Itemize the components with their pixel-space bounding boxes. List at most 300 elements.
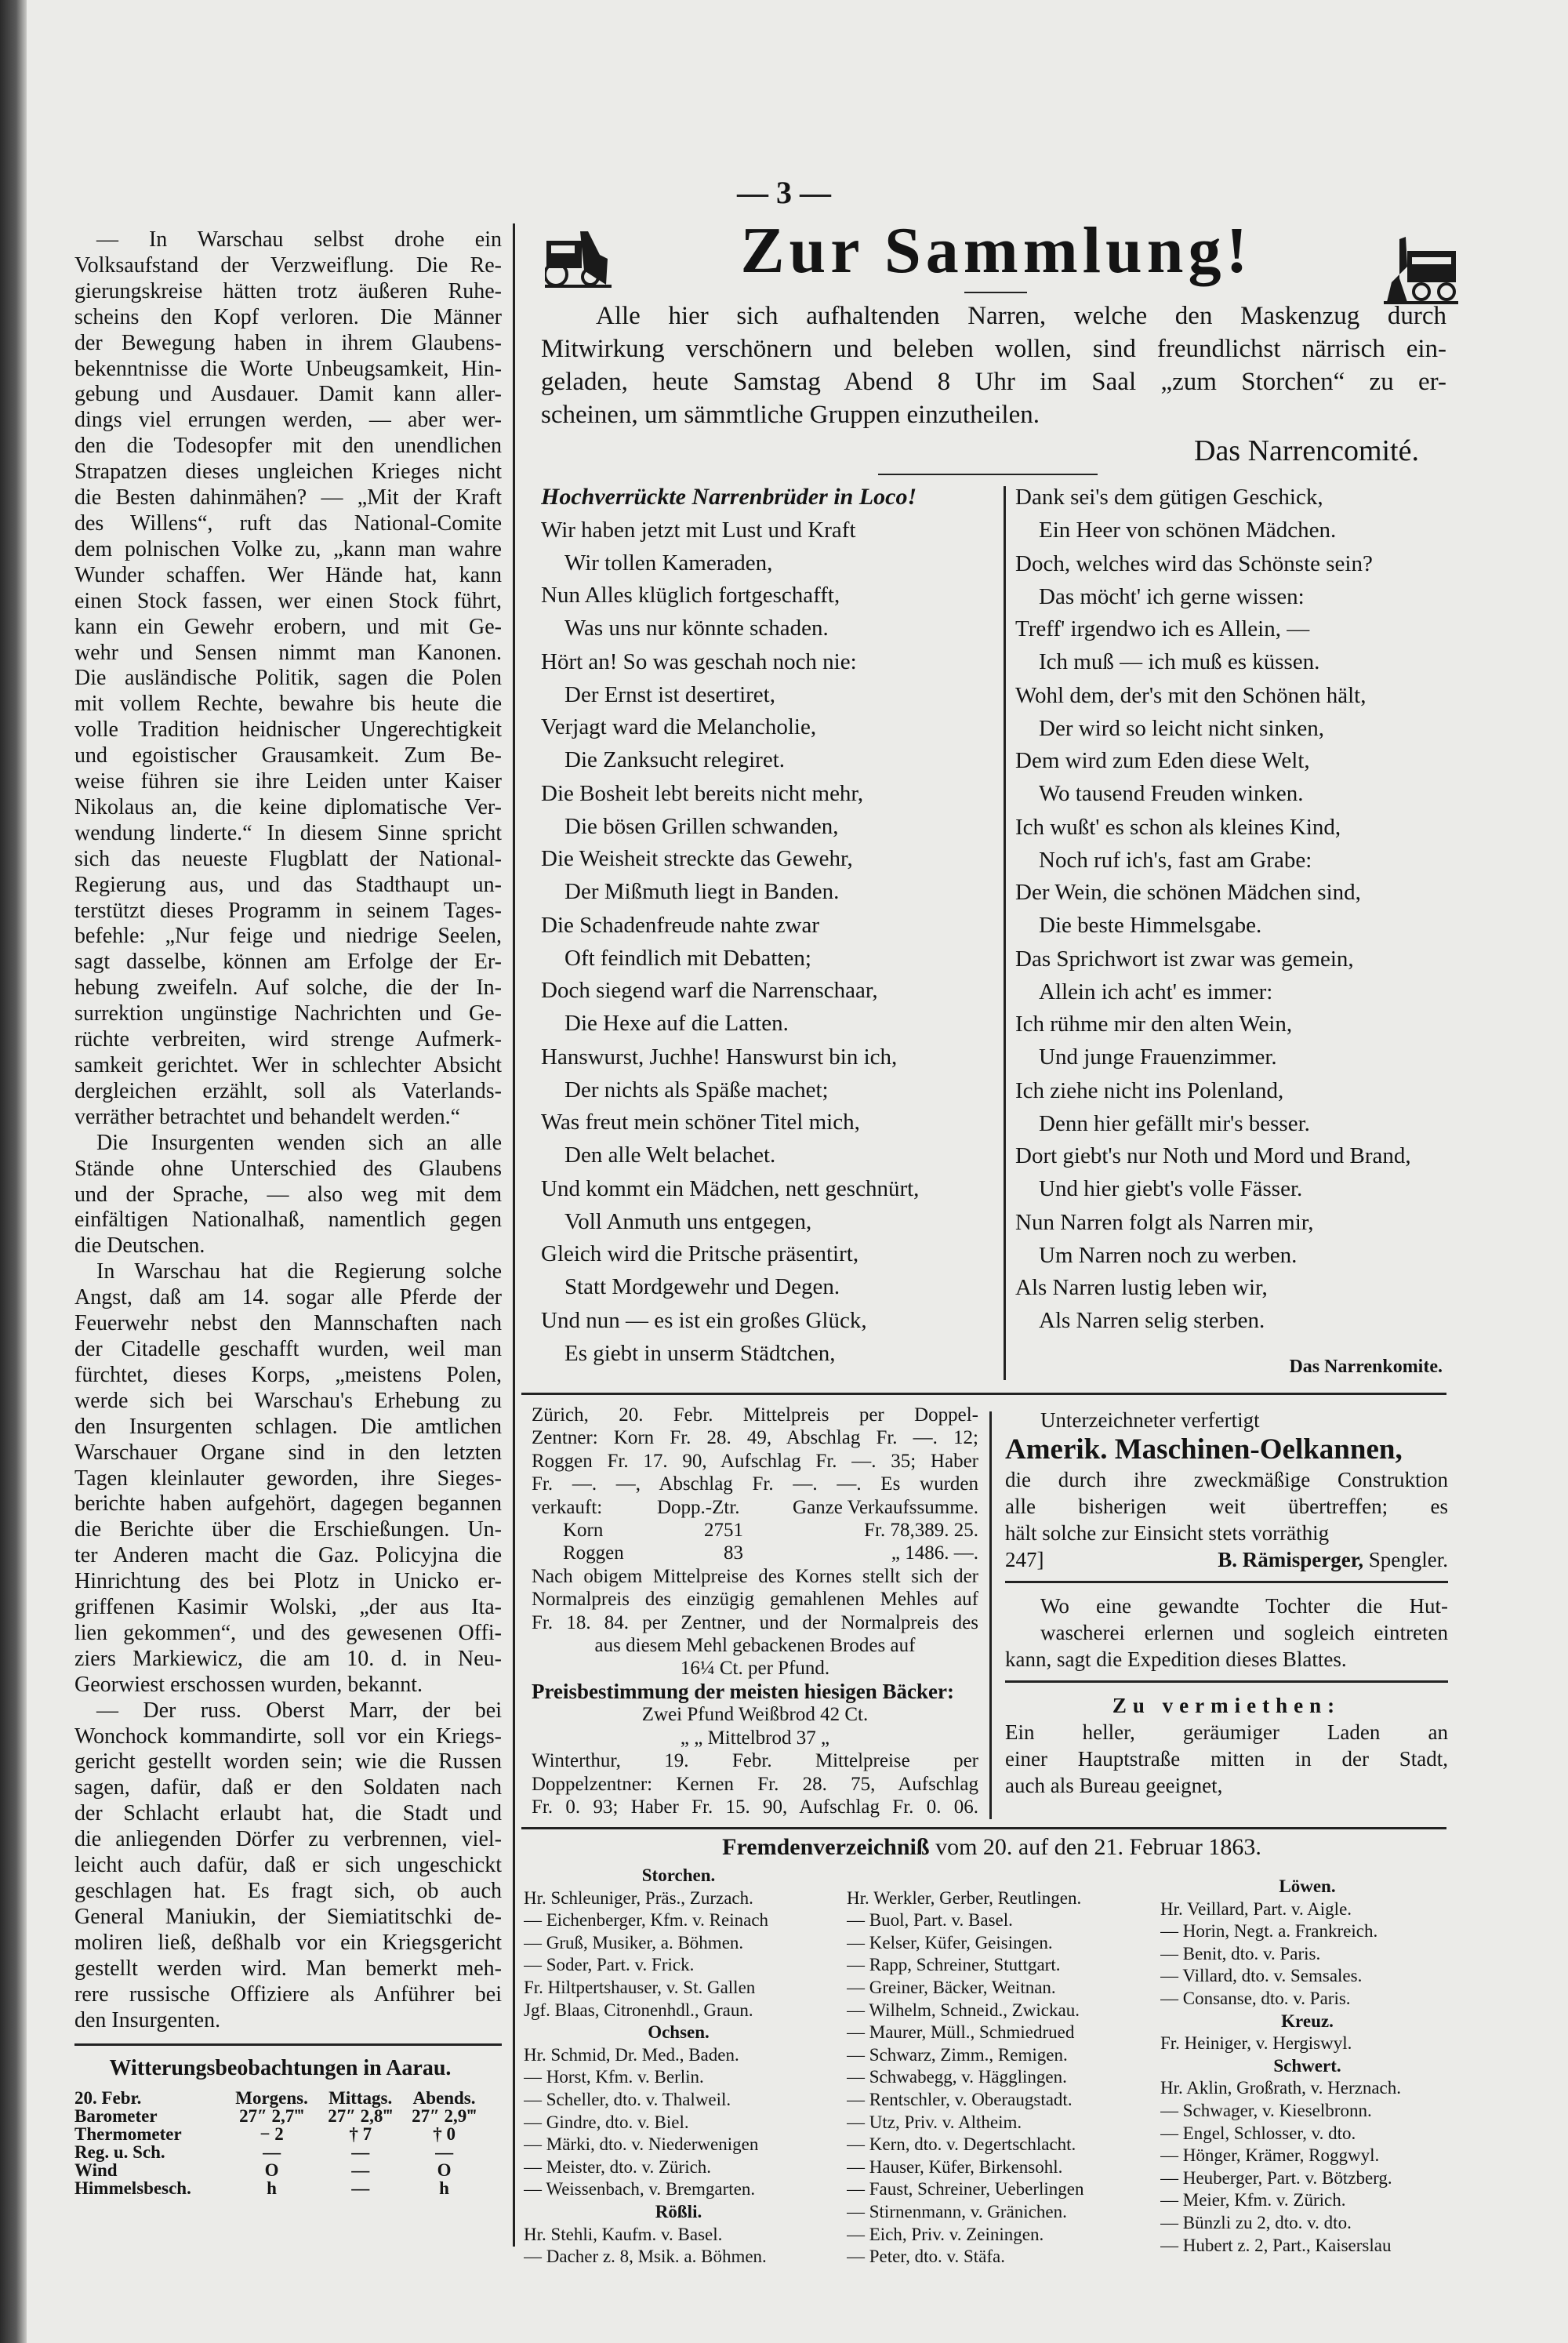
weather-value: 27″ 2,8‴ [328,2106,394,2126]
weather-header-row [74,2089,486,2107]
text-line: Mitwirkung verschönern und beleben wollen, sind freundlichst närrisch ein- [541,335,1446,363]
poem-line: Das Sprichwort ist zwar was gemein, [1015,946,1354,972]
poem-stanza [1015,812,1450,942]
text-line: berichte haben aufgehört, dagegen begannen [74,1491,502,1517]
winterthur-report [532,1749,978,1818]
poem-line: Die Weisheit streckte das Gewehr, [541,846,853,871]
text-line: hebung zweifeln. Auf solche, die der In- [74,975,502,1001]
guest-entry: Hr. Werkler, Gerber, Reutlingen. [847,1887,1082,1908]
text-line: scheinen, um sämmtliche Gruppen einzutheilen. [541,401,1040,429]
text-line: sagen, dafür, daß er den Soldaten nach [74,1775,502,1800]
ad-body-last: auch als Bureau geeignet, [1005,1774,1223,1797]
poem-stanza [1015,548,1450,678]
page-number: — 3 — [737,175,831,210]
guest-entry: Fr. Hiltpertshauser, v. St. Gallen [524,1977,756,1997]
weather-value: † 0 [433,2124,456,2144]
guest-entry: — Gruß, Musiker, a. Böhmen. [524,1932,744,1952]
text-line: Winterthur, 19. Febr. Mittelpreise per [532,1750,978,1772]
poem-line: Gleich wird die Pritsche präsentirt, [541,1241,859,1266]
text-line: gericht gestellt worden sein; wie die Russen [74,1749,502,1775]
divider [1005,1680,1448,1683]
poem-line: Wohl dem, der's mit den Schönen hält, [1015,683,1367,708]
guest-entry: — Consanse, dto. v. Paris. [1160,1988,1351,2008]
poem-line: Ich rühme mir den alten Wein, [1015,1012,1293,1037]
poem-line: Ein Heer von schönen Mädchen. [1039,517,1337,543]
sales-cell: 83 [724,1542,743,1564]
ad-signer: B. Rämisperger, [1218,1548,1363,1571]
guest-column [847,1865,1152,2269]
poem-stanza [1015,943,1450,1073]
text-line: Feuerwehr nebst den Mannschaften nach [74,1311,502,1336]
text-line: surrektion ungünstige Nachrichten und Ge- [74,1001,502,1026]
guest-entry: — Rentschler, v. Oberaugstadt. [847,2089,1073,2109]
poem-stanza [541,1041,988,1172]
poem-left-column [541,514,988,1371]
news-column-warschau [74,227,502,2033]
poem-line: Den alle Welt belachet. [564,1142,776,1168]
guest-entry: — Dacher z. 8, Msik. a. Böhmen. [524,2247,767,2267]
hotel-heading: Kreuz. [1281,2011,1334,2031]
text-line: Volksaufstand der Verzweiflung. Die Re- [74,252,502,278]
poem-line: Ich ziehe nicht ins Polenland, [1015,1078,1284,1103]
ad-intro: Unterzeichneter verfertigt [1040,1408,1260,1432]
poem-line: Der Wein, die schönen Mädchen sind, [1015,880,1361,905]
guest-entry: — Märki, dto. v. Niederwenigen [524,2134,759,2155]
announcement-signature: Das Narrencomité. [1194,434,1419,467]
text-line: leicht auch dafür, daß er sich ungeschickt [74,1853,502,1878]
text-line: Roggen Fr. 17. 90, Aufschlag Fr. —. 35; Haber [532,1450,978,1472]
guest-entry: — Hönger, Krämer, Roggwyl. [1160,2145,1380,2166]
guest-entry: — Heuberger, Part. v. Bötzberg. [1160,2167,1392,2188]
text-line: Die Insurgenten wenden sich an alle [96,1130,502,1155]
guest-entry: — Horin, Negt. a. Frankreich. [1160,1921,1378,1942]
poem-line: Dank sei's dem gütigen Geschick, [1015,485,1323,510]
guest-entry: — Faust, Schreiner, Ueberlingen [847,2179,1084,2200]
guest-entry: Fr. Heiniger, v. Hergiswyl. [1160,2033,1352,2054]
ad-body-last: hält solche zur Einsicht stets vorräthig [1005,1521,1330,1545]
poem-line: Noch ruf ich's, fast am Grabe: [1039,847,1312,873]
poem-line: Doch, welches wird das Schönste sein? [1015,551,1373,576]
text-line: Ein heller, geräumiger Laden an [1005,1720,1448,1744]
text-line: befehle: „Nur feige und niedrige Seelen, [74,924,502,949]
weather-value: — [435,2142,454,2162]
weather-col-evening: Abends. [412,2088,476,2108]
text-line: des Willens“, ruft das National-Comite [74,510,502,536]
announcement-title: Zur Sammlung! [740,214,1253,287]
guest-entry: — Rapp, Schreiner, Stuttgart. [847,1955,1061,1975]
text-line: lien gekommen“, und des gewesenen Offi- [74,1620,502,1645]
weather-label: Himmelsbesch. [74,2178,191,2198]
weather-value: — [351,2142,370,2162]
page-binding-shadow [0,0,27,2343]
normal-price-text [532,1565,978,1634]
sales-cell: „ 1486. —. [891,1542,978,1564]
column-divider [989,1411,992,1819]
poem-line: Und nun — es ist ein großes Glück, [541,1308,867,1333]
divider [878,474,1098,475]
text-line: wendung linderte.“ In diesem Sinne spricht [74,820,502,845]
poem-line: Was freut mein schöner Titel mich, [541,1110,860,1135]
text-line: ziers Markiewicz, die am 10. d. in Neu- [74,1646,502,1671]
weather-row [74,2179,486,2197]
weather-label: Thermometer [74,2124,182,2144]
weather-value: 27″ 2,7‴ [239,2106,305,2126]
guest-entry: — Horst, Kfm. v. Berlin. [524,2067,704,2087]
poem-line: Der nichts als Späße machet; [564,1077,829,1102]
text-line: In Warschau hat die Regierung solche [96,1259,502,1284]
poem-line: Nun Alles klüglich fortgeschafft, [541,583,840,608]
weather-date: 20. Febr. [74,2088,142,2108]
hotel-heading: Rößli. [655,2201,702,2221]
poem-line: Hanswurst, Juchhe! Hanswurst bin ich, [541,1044,898,1070]
text-line: dings viel errungen werden, — aber wer- [74,408,502,433]
sales-cell: 2751 [704,1520,743,1542]
weather-value: — [351,2178,370,2198]
text-line: dem polnischen Volke zu, „kann man wahre [74,536,502,561]
poem-line: Die Zanksucht relegiret. [564,746,786,772]
guest-entry: — Meier, Kfm. v. Zürich. [1160,2190,1346,2210]
poem-line: Der wird so leicht nicht sinken, [1039,715,1325,741]
text-line: ter Anderen macht die Gaz. Policyjna die [74,1543,502,1568]
guest-entry: — Schwager, v. Kieselbronn. [1160,2100,1372,2120]
guest-entry: Hr. Stehli, Kaufm. v. Basel. [524,2224,723,2244]
poem-stanza [541,1305,988,1370]
weather-value: — [263,2142,281,2162]
sales-label: verkauft: [532,1496,603,1518]
hotel-heading: Storchen. [641,1865,716,1885]
ad-oil-cans [1005,1407,1448,1573]
text-line: kann ein Gewehr erobern, und mit Ge- [74,614,502,639]
sales-col-quantity: Dopp.-Ztr. [657,1496,740,1518]
poem-line: Denn hier gefällt mir's besser. [1039,1110,1310,1136]
ad-signature-row [1005,1546,1448,1573]
text-line: terstützt dieses Programm in seinem Tages- [74,898,502,923]
text-line: den die Todesopfer mit den unendlichen [74,434,502,459]
poem-right-column [1015,481,1450,1339]
ad-body-last: kann, sagt die Expedition dieses Blattes. [1005,1647,1347,1671]
guest-entry: — Stirnenmann, v. Gränichen. [847,2201,1067,2221]
weather-row [74,2143,486,2161]
divider [1005,1581,1448,1583]
poem-stanza [541,1173,988,1303]
text-line: alle bisherigen weit übertreffen; es [1005,1495,1448,1518]
poem-line: Allein ich acht' es immer: [1039,979,1273,1004]
text-line: Nikolaus an, die keine diplomatische Ver- [74,794,502,819]
guest-entry: — Weissenbach, v. Bremgarten. [524,2179,756,2200]
poem-line: Und kommt ein Mädchen, nett geschnürt, [541,1176,920,1201]
news-paragraph [74,1698,502,2034]
text-line: wehr und Sensen nimmt man Kanonen. [74,640,502,665]
text-line: Stände ohne Unterschied des Glaubens [74,1156,502,1181]
weather-value: O [437,2160,452,2180]
hotel-heading: Löwen. [1279,1876,1336,1896]
guest-entry: — Soder, Part. v. Frick. [524,1955,695,1975]
sales-cell: Korn [563,1520,604,1542]
ad-number: 247] [1005,1548,1044,1571]
guest-entry: — Engel, Schlosser, v. dto. [1160,2123,1356,2143]
weather-value: † 7 [349,2124,372,2144]
weather-observations [74,2056,486,2197]
poem-stanza [541,646,988,776]
weather-value: 27″ 2,9‴ [412,2106,477,2126]
text-line: Fr. —. —, Abschlag Fr. —. —. Es wurden [532,1473,978,1495]
text-line: weise führen sie ihre Leiden unter Kaiser [74,769,502,794]
poem-line: Wo tausend Freuden winken. [1039,780,1304,806]
text-line: einen Stock fassen, wer einen Stock führt, [74,588,502,613]
text-line: 16¼ Ct. per Pfund. [680,1658,830,1680]
text-line: samkeit gerichtet. Wer in schlechter Absicht [74,1053,502,1077]
text-line: geschlagen hat. Es fragt sich, ob auch [74,1879,502,1903]
poem-line: Wir haben jetzt mit Lust und Kraft [541,518,856,543]
advertisements [1005,1407,1448,1799]
poem-line: Die Schadenfreude nahte zwar [541,913,820,938]
text-line: einer Hauptstraße mitten in der Stadt, [1005,1747,1448,1771]
poem-line: Hört an! So was geschah noch nie: [541,649,857,674]
ad-for-rent [1005,1692,1448,1799]
guest-entry: — Hauser, Küfer, Birkensohl. [847,2156,1063,2177]
text-line: mit vollem Rechte, bewahre bis heute die [74,692,502,717]
guest-entry: — Eichenberger, Kfm. v. Reinach [524,1910,769,1931]
poem-line: Dort giebt's nur Noth und Mord und Brand, [1015,1143,1411,1168]
hotel-heading: Ochsen. [648,2022,710,2043]
poem-signature: Das Narrenkomite. [1289,1357,1443,1377]
text-line: die Berichte über die Erschießungen. Un- [74,1517,502,1542]
text-line: Regierung aus, und das Stadthaupt un- [74,872,502,897]
text-line: die durch ihre zweckmäßige Construktion [1005,1468,1448,1491]
baker-prices [532,1703,978,1749]
text-line: rüchte verbreiten, wird strenge Aufmerk- [74,1027,502,1052]
text-line: aus diesem Mehl gebackenen Brodes auf [594,1635,916,1657]
poem-line: Es giebt in unserm Städtchen, [564,1340,836,1366]
weather-title: Witterungsbeobachtungen in Aarau. [109,2056,452,2080]
guest-entry: — Benit, dto. v. Paris. [1160,1943,1321,1963]
guest-entry: — Gindre, dto. v. Biel. [524,2112,689,2132]
poem-column-divider [1004,486,1006,1380]
text-line: Alle hier sich aufhaltenden Narren, welche den Maskenzug durch [596,302,1446,330]
weather-value: O [264,2160,279,2180]
text-line: Hinrichtung des bei Plotz in Unicko er- [74,1569,502,1594]
text-line: volle Tradition heidnischer Ungerechtigkeit [74,717,502,743]
divider [74,2043,502,2046]
ad-trade: Spengler. [1368,1548,1448,1571]
poem-line: Dem wird zum Eden diese Welt, [1015,748,1310,773]
poem-line: Doch siegend warf die Narrenschaar, [541,978,878,1003]
text-line: den Insurgenten. [74,2007,221,2032]
guest-entry: — Greiner, Bäcker, Weitnan. [847,1977,1056,1997]
poem-line: Der Ernst ist desertiret, [564,681,775,707]
poem-line: Und junge Frauenzimmer. [1039,1044,1277,1070]
text-line: sagt dasselbe, können am Erfolge der Er- [74,950,502,975]
poem-line: Als Narren selig sterben. [1039,1307,1265,1333]
poem-line: Die beste Himmelsgabe. [1039,912,1262,938]
guest-entry: — Schwabegg, v. Hägglingen. [847,2067,1067,2087]
text-line: bekenntnisse die Worte Unbeugsamkeit, Hin- [74,356,502,381]
bread-price-text [532,1634,978,1680]
weather-value: h [267,2178,277,2198]
text-line: griffenen Kasimir Wolski, „der aus Ita- [74,1595,502,1620]
weather-label: Reg. u. Sch. [74,2142,165,2162]
text-line: dergleichen erzählt, soll als Vaterlands- [74,1078,502,1103]
poem-line: Der Mißmuth liegt in Banden. [564,878,840,904]
poem-stanza [1015,680,1450,810]
news-paragraph [74,1259,502,1698]
text-line: die Besten dahinmähen? — „Mit der Kraft [74,485,502,510]
text-line: — Der russ. Oberst Marr, der bei [96,1698,502,1723]
text-line: Nach obigem Mittelpreise des Kornes stellt sich der [532,1565,978,1587]
ad-signature [1218,1546,1448,1573]
guest-entry: — Wilhelm, Schneid., Zwickau. [847,2000,1080,2020]
guest-list-heading: Fremdenverzeichniß [722,1834,930,1860]
text-line: Normalpreis des einzügig gemahlenen Mehles auf [532,1589,978,1611]
text-line: der Schlacht erlaubt hat, die Stadt und [74,1801,502,1826]
text-line: und der Sprache, — also weg mit dem [74,1182,502,1207]
weather-value: h [439,2178,449,2198]
guest-entry: — Villard, dto. v. Semsales. [1160,1966,1363,1986]
column-divider [513,223,515,2247]
text-line: verräther betrachtet und behandelt werden.“ [74,1104,461,1129]
ad-title: Zu vermiethen: [1112,1694,1341,1717]
carriage-illustration-icon [1384,235,1458,306]
poem-title: Hochverrückte Narrenbrüder in Loco! [541,484,917,510]
title-underline [964,292,1027,293]
text-line: fürchtet, dieses Korps, „meistens Polen, [74,1362,502,1387]
text-line: Strapatzen dieses ungleichen Krieges nicht [74,460,502,485]
text-line: der Citadelle geschafft wurden, weil man [74,1336,502,1361]
poem-stanza [541,514,988,645]
weather-col-noon: Mittags. [328,2088,393,2108]
poem-line: Ich muß — ich muß es küssen. [1039,648,1320,674]
guest-entry: — Bünzli zu 2, dto. v. dto. [1160,2212,1352,2232]
poem-stanza [1015,481,1450,547]
text-line: General Maniukin, der Siemiatitschki de- [74,1904,502,1929]
poem-line: Die Hexe auf die Latten. [564,1010,789,1036]
guest-list-date: vom 20. auf den 21. Februar 1863. [935,1834,1261,1860]
poem-line: Statt Mordgewehr und Degen. [564,1273,840,1299]
guest-entry: — Hubert z. 2, Part., Kaiserslau [1160,2235,1392,2255]
text-line: Wonchock kommandirte, soll vor ein Kriegs- [74,1724,502,1749]
poem-line: Die Bosheit lebt bereits nicht mehr, [541,781,864,806]
sales-cell: Fr. 78,389. 25. [864,1520,978,1542]
weather-label: Wind [74,2160,118,2180]
guest-entry: Hr. Schleuniger, Präs., Zurzach. [524,1887,753,1908]
ad-body [1005,1593,1448,1646]
poem-line: Treff' irgendwo ich es Allein, — [1015,616,1310,641]
text-line: scheins den Kopf verloren. Die Männer [74,304,502,329]
poem-stanza [1015,1075,1450,1205]
weather-table [74,2089,486,2197]
text-line: „ „ Mittelbrod 37 „ [680,1727,830,1749]
text-line: Zürich, 20. Febr. Mittelpreis per Doppel- [532,1404,978,1426]
text-line: einfältigen Nationalhaß, namentlich gegen [74,1208,502,1233]
poem-line: Verjagt ward die Melancholie, [541,714,817,739]
guest-entry: — Eich, Priv. v. Zeiningen. [847,2224,1044,2244]
poem-stanza [541,778,988,908]
text-line: gebung und Ausdauer. Damit kann aller- [74,382,502,407]
guest-entry: — Scheller, dto. v. Thalweil. [524,2089,731,2109]
weather-value: — [351,2160,370,2180]
poem-line: Nun Narren folgt als Narren mir, [1015,1210,1314,1235]
text-line: Fr. 0. 93; Haber Fr. 15. 90, Aufschlag Fr. 0. 06. [532,1796,978,1818]
poem-stanza [541,910,988,1040]
text-line: Angst, daß am 14. sogar alle Pferde der [74,1285,502,1310]
announcement-body [541,300,1446,431]
guest-entry: — Utz, Priv. v. Altheim. [847,2112,1022,2132]
text-line: den Insurgenten schlagen. Die amtlichen [74,1414,502,1439]
ad-body [1005,1719,1448,1772]
guest-column [524,1865,833,2269]
text-line: werde sich bei Warschau's Erhebung zu [74,1388,502,1413]
poem-line: Ich wußt' es schon als kleines Kind, [1015,815,1341,840]
text-line: — In Warschau selbst drohe ein [96,227,502,252]
guest-entry: Hr. Veillard, Part. v. Aigle. [1160,1898,1352,1919]
text-line: Zentner: Korn Fr. 28. 49, Abschlag Fr. —. 12; [532,1427,978,1449]
poem-line: Oft feindlich mit Debatten; [564,945,811,971]
text-line: gestellt werden wird. Man bemerkt meh- [74,1956,502,1981]
baker-title: Preisbestimmung der meisten hiesigen Bäcker: [532,1680,954,1703]
text-line: gierungskreise hätten trotz äußeren Ruhe- [74,278,502,303]
news-paragraph [74,227,502,1131]
guest-entry: — Maurer, Müll., Schmiedrued [847,2022,1075,2043]
text-line: wascherei erlernen und sogleich eintreten [1040,1621,1448,1644]
weather-label: Barometer [74,2106,158,2126]
poem-stanza [1015,1207,1450,1337]
poem-line: Und hier giebt's volle Fässer. [1039,1175,1303,1201]
text-line: Wunder schaffen. Wer Hände hat, kann [74,562,502,587]
guest-entry: Jgf. Blaas, Citronenhdl., Graun. [524,2000,753,2020]
poem-line: Als Narren lustig leben wir, [1015,1275,1268,1300]
text-line: Tagen kleinlauter geworden, ihre Sieges- [74,1466,502,1491]
guest-entry: Hr. Schmid, Dr. Med., Baden. [524,2044,739,2065]
ad-hat-washing [1005,1593,1448,1673]
guest-entry: — Meister, dto. v. Zürich. [524,2156,712,2177]
guest-entry: — Buol, Part. v. Basel. [847,1910,1013,1931]
text-line: die Deutschen. [74,1233,205,1259]
weather-col-morning: Morgens. [235,2088,308,2108]
poem-line: Wir tollen Kameraden, [564,550,773,576]
text-line: der Bewegung haben in ihrem Glaubens- [74,330,502,355]
poem-line: Was uns nur könnte schaden. [564,615,829,641]
guest-entry: — Schwarz, Zimm., Remigen. [847,2044,1068,2065]
weather-row [74,2125,486,2143]
sales-col-total: Ganze Verkaufssumme. [793,1496,978,1518]
text-line: Doppelzentner: Kernen Fr. 28. 75, Aufschlag [532,1773,978,1795]
news-paragraph [74,1131,502,1260]
poem-line: Die bösen Grillen schwanden, [564,813,839,839]
guest-list-title [533,1833,1450,1862]
poem-line: Voll Anmuth uns entgegen, [564,1208,812,1234]
guest-entry: — Kern, dto. v. Degertschlacht. [847,2134,1076,2155]
text-line: Zwei Pfund Weißbrod 42 Ct. [641,1704,869,1726]
poem-line: Das möcht' ich gerne wissen: [1039,583,1305,609]
divider [521,1827,1446,1829]
text-line: Die ausländische Politik, sagen die Polen [74,666,502,691]
zurich-report [532,1404,978,1496]
guest-entry: — Kelser, Küfer, Geisingen. [847,1932,1053,1952]
guest-column [1160,1876,1454,2257]
guest-entry: Hr. Aklin, Großrath, v. Herznach. [1160,2078,1402,2098]
text-line: Wo eine gewandte Tochter die Hut- [1040,1594,1448,1618]
text-line: sich das neueste Flugblatt der National- [74,846,502,871]
weather-row [74,2161,486,2179]
text-line: Georwiest erschossen wurden, bekannt. [74,1672,423,1697]
weather-value: − 2 [260,2124,284,2144]
text-line: Warschauer Organe sind in den letzten [74,1440,502,1465]
guest-entry: — Peter, dto. v. Stäfa. [847,2247,1005,2267]
market-prices [532,1404,978,1818]
sales-cell: Roggen [563,1542,624,1564]
carriage-illustration-icon [545,223,612,290]
text-line: geladen, heute Samstag Abend 8 Uhr im Saal „zum Storchen“ zu er- [541,368,1446,396]
